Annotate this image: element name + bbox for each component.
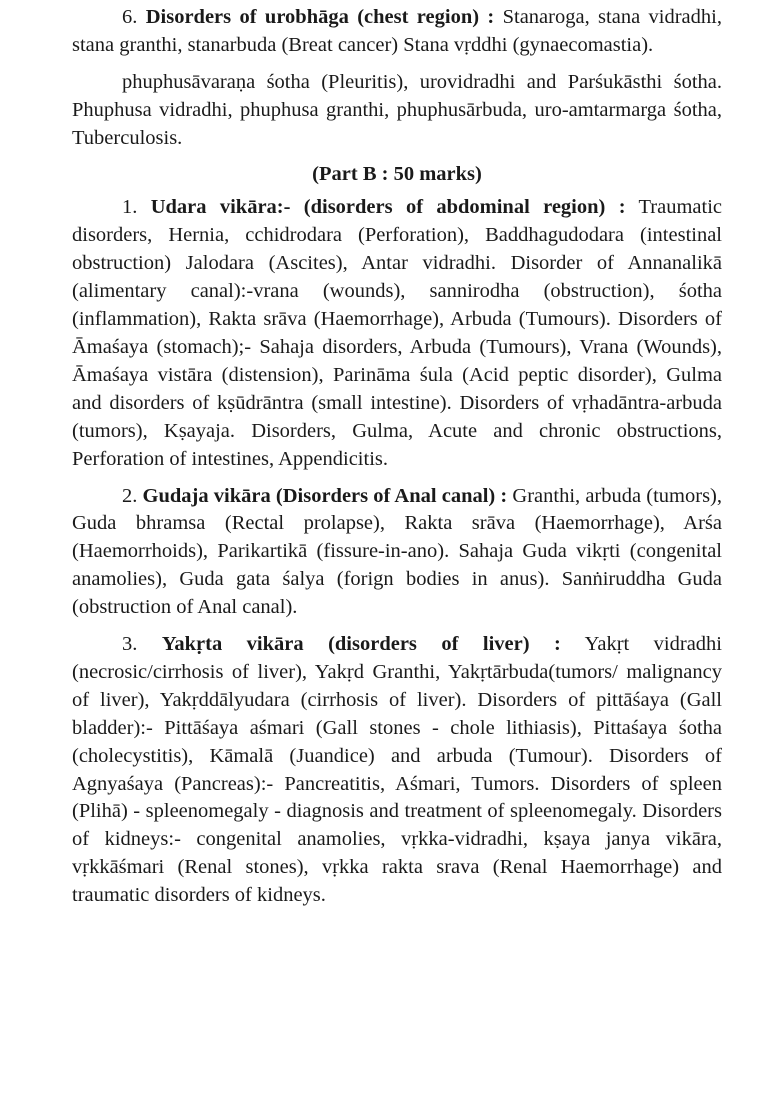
section-title: Disorders of urobhāga (chest region) : — [145, 6, 495, 28]
section-number: 3. — [122, 633, 162, 656]
section-udara — [72, 194, 722, 473]
section-body: phuphusāvaraṇa śotha (Pleuritis), urovidradhi and Parśukāsthi śotha. Phuphusa vidradhi, phuphusa granthi, phuphusārbuda, uro-amtarmarga śotha, Tuberculosis. — [72, 70, 722, 149]
section-title: Udara vikāra:- (disorders of abdominal region) : — [150, 196, 626, 219]
section-body: Traumatic disorders, Hernia, cchidrodara (Perforation), Baddhagudodara (intestinal obstruction) Jalodara (Ascites), Antar vidradhi. Disorder of Annanalikā (alimentary canal):-vrana (wounds), sannirodha (obstruction), śotha (inflammation), Rakta srāva (Haemorrhage), Arbuda (Tumours). Disorders of Āmaśaya (stomach);- Sahaja disorders, Arbuda (Tumours), Vrana (Wounds), Āmaśaya vistāra (distension), Parināma śula (Acid peptic disorder), Gulma and disorders of kṣūdrāntra (small intestine). Disorders of vṛhadāntra-arbuda (tumors), Kṣayaja. Disorders, Gulma, Acute and chronic obstructions, Perforation of intestines, Appendicitis. — [72, 196, 723, 470]
section-title: Gudaja vikāra (Disorders of Anal canal) : — [142, 484, 508, 507]
section-phuphusa — [72, 69, 722, 153]
part-b-heading: (Part B : 50 marks) — [312, 162, 482, 185]
section-yakrta — [72, 631, 722, 910]
document-page — [72, 4, 722, 910]
section-urobhaga — [72, 4, 722, 60]
section-body: Stanaroga, stana vidradhi, stana granthi, stanarbuda (Breat cancer) Stana vṛddhi (gynaecomastia). — [72, 6, 722, 56]
section-body: Yakṛt vidradhi (necrosic/cirrhosis of liver), Yakṛd Granthi, Yakṛtārbuda(tumors/ malignancy of liver), Yakṛddālyudara (cirrhosis of liver). Disorders of pittāśaya (Gall bladder):- Pittāśaya aśmari (Gall stones - chole lithiasis), Pittaśaya śotha (cholecystitis), Kāmalā (Juandice) and arbuda (Tumour). Disorders of Agnyaśaya (Pancreas):- Pancreatitis, Aśmari, Tumors. Disorders of spleen (Plihā) - spleenomegaly - diagnosis and treatment of spleenomegaly. Disorders of kidneys:- congenital anamolies, vṛkka-vidradhi, kṣaya janya vikāra, vṛkkāśmari (Renal stones), vṛkka rakta srava (Renal Haemorrhage) and traumatic disorders of kidneys. — [72, 633, 723, 907]
section-body: Granthi, arbuda (tumors), Guda bhramsa (Rectal prolapse), Rakta srāva (Haemorrhage), Arśa (Haemorrhoids), Parikartikā (fissure-in-ano). Sahaja Guda vikṛti (congenital anamolies), Guda gata śalya (forign bodies in anus). Sanṅiruddha Guda (obstruction of Anal canal). — [72, 484, 722, 619]
section-number: 2. — [122, 484, 143, 507]
section-title: Yakṛta vikāra (disorders of liver) : — [161, 633, 561, 656]
section-number: 1. — [122, 196, 151, 219]
section-gudaja — [72, 483, 722, 623]
section-number: 6. — [122, 6, 146, 28]
